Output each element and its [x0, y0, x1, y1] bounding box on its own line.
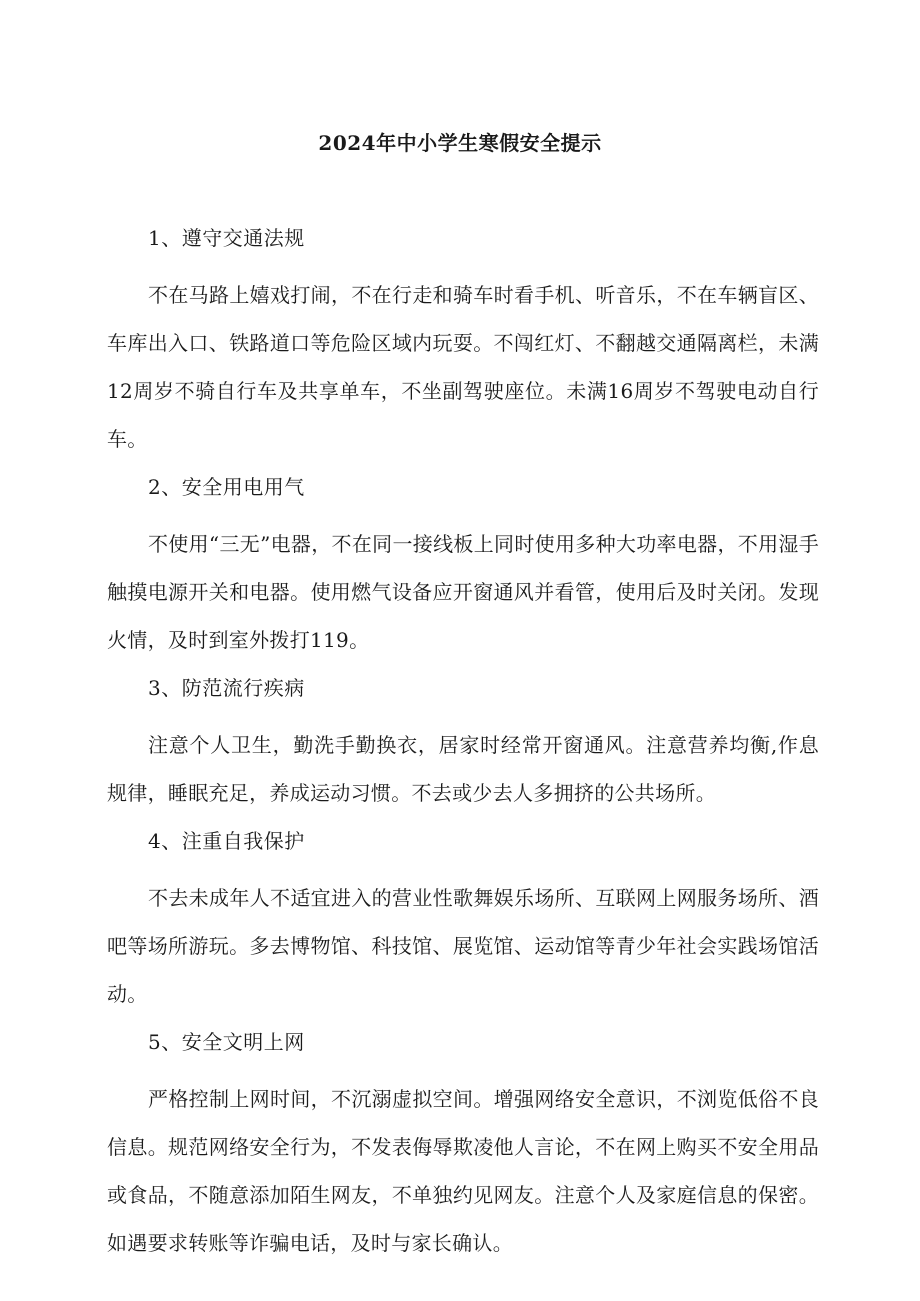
section-heading: 5、安全文明上网 — [148, 1030, 305, 1054]
document-content — [107, 222, 819, 1275]
section-body: 严格控制上网时间，不沉溺虚拟空间。增强网络安全意识，不浏览低俗不良信息。规范网络安全行为，不发表侮辱欺凌他人言论，不在网上购买不安全用品或食品，不随意添加陌生网友，不单独约见网友。注意个人及家庭信息的保密。如遇要求转账等诈骗电话，及时与家长确认。 — [107, 1087, 819, 1255]
section-heading: 3、防范流行疾病 — [148, 676, 305, 700]
section-body: 不去未成年人不适宜进入的营业性歌舞娱乐场所、互联网上网服务场所、酒吧等场所游玩。多去博物馆、科技馆、展览馆、运动馆等青少年社会实践场馆活动。 — [107, 886, 819, 1006]
section-disease-prevention — [107, 672, 819, 817]
section-body: 不使用“三无”电器，不在同一接线板上同时使用多种大功率电器，不用湿手触摸电源开关和电器。使用燃气设备应开窗通风并看管，使用后及时关闭。发现火情，及时到室外拨打119。 — [107, 532, 819, 652]
document-title: 2024年中小学生寒假安全提示 — [318, 131, 602, 155]
section-heading: 4、注重自我保护 — [148, 829, 305, 853]
section-traffic — [107, 222, 819, 463]
section-body: 注意个人卫生，勤洗手勤换衣，居家时经常开窗通风。注意营养均衡,作息规律，睡眠充足，养成运动习惯。不去或少去人多拥挤的公共场所。 — [107, 733, 819, 805]
section-internet-safety — [107, 1026, 819, 1267]
section-heading: 1、遵守交通法规 — [148, 226, 305, 250]
section-heading: 2、安全用电用气 — [148, 475, 305, 499]
section-self-protection — [107, 825, 819, 1018]
section-body: 不在马路上嬉戏打闹，不在行走和骑车时看手机、听音乐，不在车辆盲区、车库出入口、铁路道口等危险区域内玩耍。不闯红灯、不翻越交通隔离栏，未满12周岁不骑自行车及共享单车，不坐副驾驶座位。未满16周岁不驾驶电动自行车。 — [107, 283, 819, 451]
section-electricity-gas — [107, 471, 819, 664]
